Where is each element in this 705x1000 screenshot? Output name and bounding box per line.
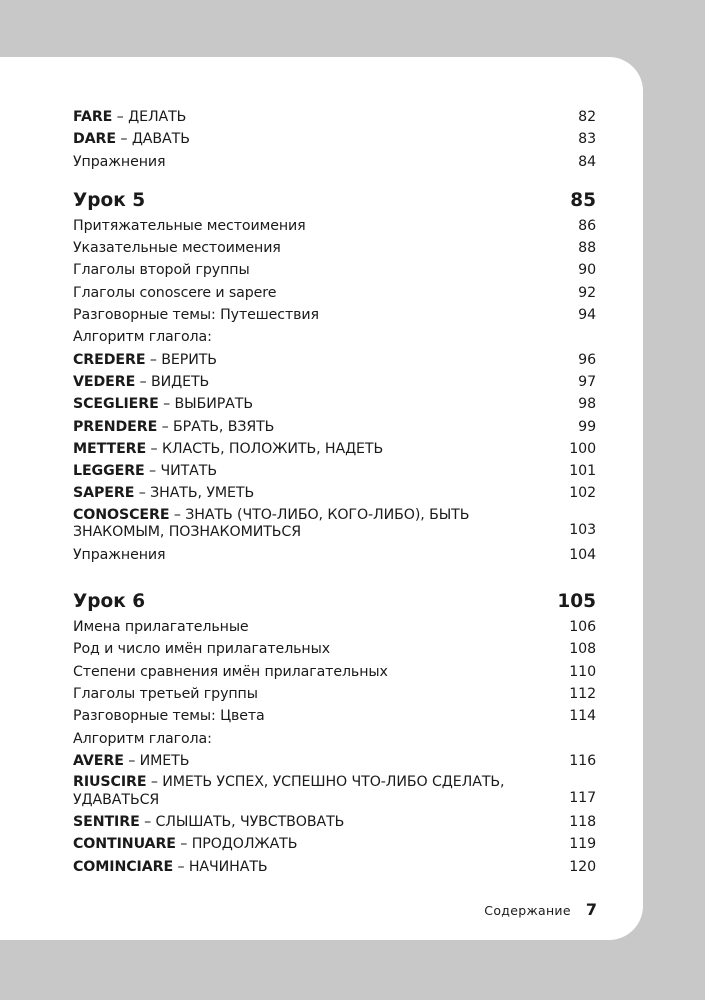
toc-entry[interactable] — [73, 750, 596, 772]
dash-separator: – — [146, 440, 162, 457]
entry-text: ВЫБИРАТЬ — [174, 396, 253, 413]
toc-entry-title — [73, 460, 569, 482]
entry-text: Упражнения — [73, 153, 166, 170]
entry-text: Упражнения — [73, 546, 166, 563]
dash-separator: – — [146, 774, 163, 791]
toc-entry[interactable] — [73, 237, 596, 259]
entry-text: Алгоритм глагола: — [73, 730, 212, 747]
toc-entry-title — [73, 507, 569, 542]
toc-entry[interactable] — [73, 811, 596, 833]
entry-text: СЛЫШАТЬ, ЧУВСТВОВАТЬ — [155, 814, 345, 831]
toc-entry-page: 86 — [578, 217, 596, 234]
verb-infinitive: METTERE — [73, 440, 147, 457]
lesson-page: 105 — [557, 591, 596, 613]
toc-entry-page: 119 — [569, 836, 596, 853]
toc-entry-title — [73, 393, 578, 415]
toc-entry-title — [73, 416, 578, 438]
entry-text: Указательные местоимения — [73, 240, 281, 257]
toc-entry-page: 112 — [569, 685, 596, 702]
toc-entry-title — [73, 128, 578, 150]
toc-entry-title — [73, 151, 578, 173]
toc-entry-title — [73, 638, 569, 660]
toc-entry-page: 106 — [569, 619, 596, 636]
verb-infinitive: AVERE — [73, 752, 124, 769]
toc-entry-page: 84 — [578, 153, 596, 170]
toc-entry-page: 94 — [578, 307, 596, 324]
toc-entry[interactable] — [73, 505, 596, 544]
dash-separator: – — [112, 109, 129, 125]
entry-text: ВИДЕТЬ — [150, 373, 210, 390]
dash-separator: – — [134, 485, 151, 502]
toc-entry — [73, 326, 596, 348]
toc-entry-title — [73, 661, 569, 683]
toc-entry[interactable] — [73, 438, 596, 460]
toc-entry[interactable] — [73, 833, 596, 855]
toc-entry[interactable] — [73, 282, 596, 304]
toc-entry-title — [73, 774, 569, 809]
entry-text: НАЧИНАТЬ — [188, 858, 268, 875]
entry-text: ДАВАТЬ — [131, 131, 190, 148]
entry-text: Род и число имён прилагательных — [73, 641, 330, 658]
toc-entry[interactable] — [73, 482, 596, 504]
verb-infinitive: FARE — [73, 109, 113, 125]
dash-separator: – — [145, 351, 162, 368]
entry-text: Разговорные темы: Цвета — [73, 708, 265, 725]
entry-text: Глаголы третьей группы — [73, 685, 258, 702]
dash-separator: – — [158, 396, 175, 413]
toc-entry-title — [73, 304, 578, 326]
verb-infinitive: VEDERE — [73, 373, 136, 390]
verb-infinitive: PRENDERE — [73, 418, 158, 435]
dash-separator: – — [123, 752, 140, 769]
entry-text: ЗНАТЬ (ЧТО-ЛИБО, КОГО-ЛИБО), БЫТЬ ЗНАКОМЫМ, ПОЗНАКОМИТЬСЯ — [73, 506, 470, 541]
entry-text: ЧИТАТЬ — [160, 463, 217, 480]
verb-infinitive: CONTINUARE — [73, 836, 176, 853]
toc-entry-page: 110 — [569, 663, 596, 680]
entry-text: ЗНАТЬ, УМЕТЬ — [150, 485, 255, 502]
entry-text: КЛАСТЬ, ПОЛОЖИТЬ, НАДЕТЬ — [161, 440, 384, 457]
dash-separator: – — [173, 858, 189, 875]
toc-entry-page: 101 — [569, 463, 596, 480]
toc-entry-page: 117 — [569, 789, 596, 806]
dash-separator: – — [175, 836, 192, 853]
toc-section-intro — [73, 106, 596, 173]
toc-entry-page: 92 — [578, 284, 596, 301]
verb-infinitive: CONOSCERE — [73, 506, 170, 523]
dash-separator: – — [157, 418, 174, 435]
toc-entry-title — [73, 259, 578, 281]
toc-entry-title — [73, 705, 569, 727]
entry-text: Глаголы conoscere и sapere — [73, 284, 277, 301]
toc-entry-page: 103 — [569, 522, 596, 539]
entry-text: ИМЕТЬ УСПЕХ, УСПЕШНО ЧТО-ЛИБО СДЕЛАТЬ, УДАВАТЬСЯ — [73, 774, 505, 808]
verb-infinitive: SAPERE — [73, 485, 135, 502]
verb-infinitive: CREDERE — [73, 351, 146, 368]
toc-entry-title — [73, 811, 569, 833]
toc-entry-page: 102 — [569, 485, 596, 502]
toc-entry[interactable] — [73, 416, 596, 438]
toc-entry[interactable] — [73, 393, 596, 415]
toc-entry — [73, 728, 596, 750]
dash-separator: – — [135, 373, 151, 390]
toc-entry[interactable] — [73, 349, 596, 371]
toc-entry-title — [73, 728, 596, 750]
toc-entry-page: 108 — [569, 641, 596, 658]
entry-text: Глаголы второй группы — [73, 262, 250, 279]
toc-entry-page: 98 — [578, 396, 596, 413]
toc-entry-page: 96 — [578, 351, 596, 368]
dash-separator: – — [115, 131, 132, 148]
dash-separator: – — [169, 506, 186, 523]
entry-text: Притяжательные местоимения — [73, 217, 306, 234]
toc-entry-title — [73, 106, 578, 128]
entry-text: Имена прилагательные — [73, 619, 249, 636]
footer-section-label: Содержание — [484, 903, 571, 918]
toc-entry[interactable] — [73, 151, 596, 173]
verb-infinitive: RIUSCIRE — [73, 774, 147, 791]
entry-text: ДЕЛАТЬ — [128, 109, 187, 125]
entry-text: Степени сравнения имён прилагательных — [73, 663, 388, 680]
verb-infinitive: SENTIRE — [73, 814, 140, 831]
toc-entry-title — [73, 856, 569, 878]
entry-text: ВЕРИТЬ — [161, 351, 217, 368]
dash-separator: – — [144, 463, 161, 480]
toc-entry[interactable] — [73, 106, 596, 128]
page-number: 7 — [585, 900, 597, 919]
toc-entry[interactable] — [73, 772, 596, 811]
toc-entry-page: 88 — [578, 240, 596, 257]
toc-entry-title — [73, 237, 578, 259]
toc-entry-title — [73, 750, 569, 772]
toc-entry-title — [73, 833, 569, 855]
entry-text: ПРОДОЛЖАТЬ — [191, 836, 298, 853]
verb-infinitive: SCEGLIERE — [73, 396, 159, 413]
toc-entry[interactable] — [73, 705, 596, 727]
lesson-title: Урок 6 — [73, 591, 146, 613]
entry-text: ИМЕТЬ — [139, 752, 190, 769]
verb-infinitive: LEGGERE — [73, 463, 145, 480]
toc-entry-page: 114 — [569, 708, 596, 725]
toc-entry-page: 100 — [569, 440, 596, 457]
toc-entry[interactable] — [73, 215, 596, 237]
entry-text: Разговорные темы: Путешествия — [73, 307, 319, 324]
entry-text: БРАТЬ, ВЗЯТЬ — [173, 418, 275, 435]
toc-entry-page: 118 — [569, 814, 596, 831]
page-footer — [484, 900, 597, 919]
toc-entry-title — [73, 371, 578, 393]
toc-entry[interactable] — [73, 128, 596, 150]
toc-entry-page: 116 — [569, 752, 596, 769]
book-page — [0, 57, 643, 940]
toc-entry-title — [73, 544, 569, 566]
toc-entry-page: 120 — [569, 858, 596, 875]
toc-entry-page: 104 — [569, 546, 596, 563]
toc-entry-title — [73, 438, 569, 460]
lesson-title: Урок 5 — [73, 189, 146, 211]
toc-section-lesson-5 — [73, 215, 596, 566]
toc-entry[interactable] — [73, 616, 596, 638]
toc-entry-page: 90 — [578, 262, 596, 279]
lesson-heading-5[interactable] — [73, 187, 596, 215]
toc-entry[interactable] — [73, 544, 596, 566]
toc-entry[interactable] — [73, 304, 596, 326]
toc-entry-page: 99 — [578, 418, 596, 435]
toc-entry[interactable] — [73, 661, 596, 683]
toc-entry[interactable] — [73, 856, 596, 878]
toc-entry-title — [73, 282, 578, 304]
verb-infinitive: DARE — [73, 131, 116, 148]
toc-entry[interactable] — [73, 460, 596, 482]
lesson-page: 85 — [570, 189, 596, 211]
toc-entry[interactable] — [73, 259, 596, 281]
toc-entry-title — [73, 215, 578, 237]
entry-text: Алгоритм глагола: — [73, 329, 212, 346]
toc-entry-title — [73, 326, 596, 348]
dash-separator: – — [139, 814, 156, 831]
verb-infinitive: COMINCIARE — [73, 858, 174, 875]
toc-entry-title — [73, 349, 578, 371]
toc-entry[interactable] — [73, 371, 596, 393]
toc-entry-title — [73, 482, 569, 504]
toc-entry[interactable] — [73, 638, 596, 660]
toc-section-lesson-6 — [73, 616, 596, 878]
toc-entry-page: 83 — [578, 131, 596, 148]
toc-entry-title — [73, 683, 569, 705]
toc-entry[interactable] — [73, 683, 596, 705]
toc-entry-page: 82 — [578, 109, 596, 125]
toc-entry-page: 97 — [578, 373, 596, 390]
table-of-contents — [73, 106, 596, 878]
lesson-heading-6[interactable] — [73, 588, 596, 616]
toc-entry-title — [73, 616, 569, 638]
